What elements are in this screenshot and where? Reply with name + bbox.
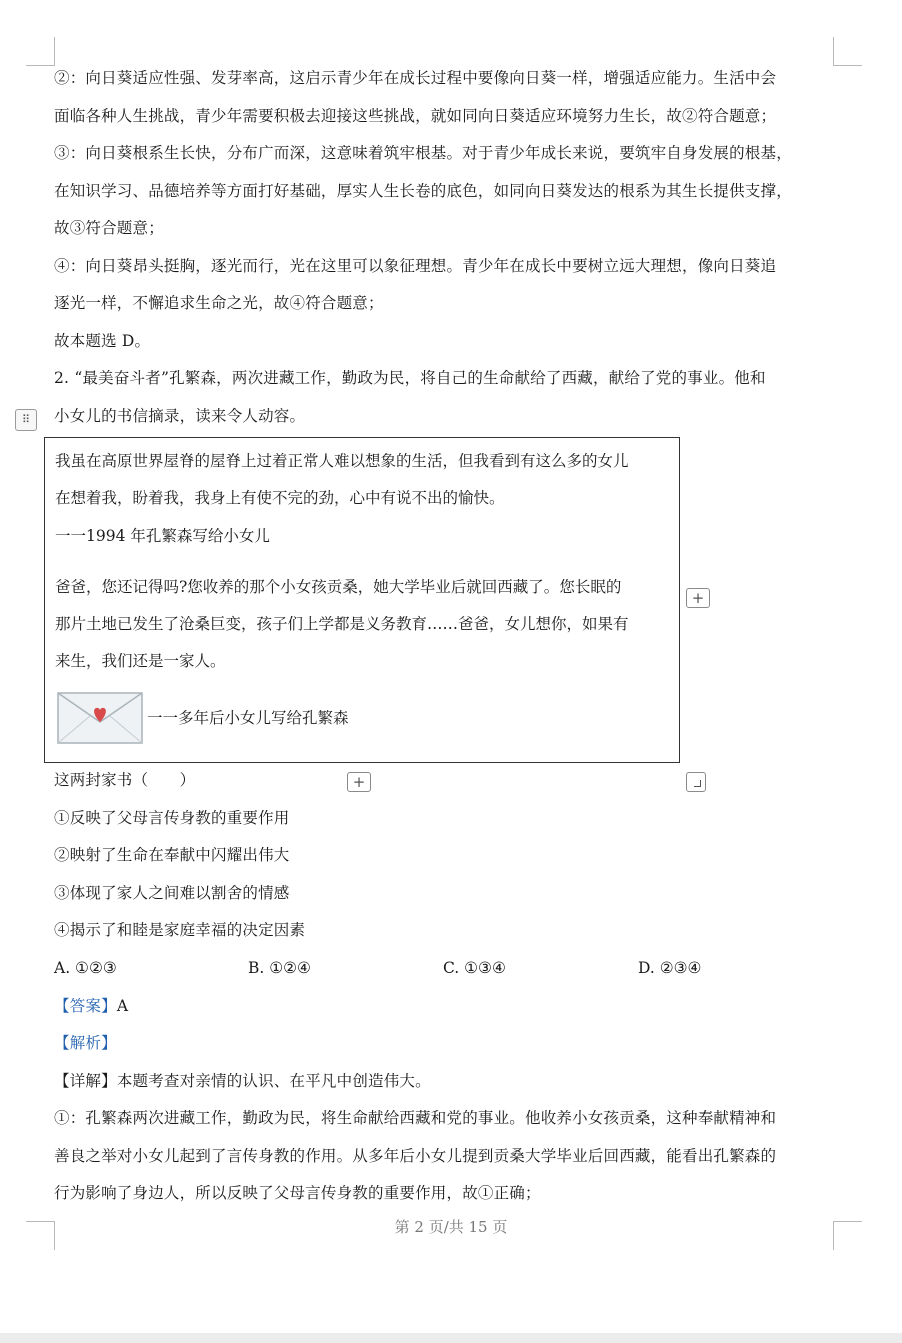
text-line: 逐光一样，不懈追求生命之光，故④符合题意； <box>54 294 384 312</box>
answer-line <box>54 996 128 1016</box>
letter-signature: 一一1994 年孔繁森写给小女儿 <box>55 527 270 545</box>
analysis-label: 【解析】 <box>54 1034 117 1052</box>
letter-text: 在想着我，盼着我，我身上有使不完的劲，心中有说不出的愉快。 <box>55 489 505 507</box>
text-line: 面临各种人生挑战，青少年需要积极去迎接这些挑战，就如同向日葵适应环境努力生长，故②符合题意； <box>54 107 777 125</box>
option-a: A. ①②③ <box>54 959 117 977</box>
statement: ①反映了父母言传身教的重要作用 <box>54 809 290 827</box>
option-d: D. ②③④ <box>638 959 702 977</box>
page-footer: 第 2 页/共 15 页 <box>394 1218 508 1236</box>
detail-text: 本题考查对亲情的认识、在平凡中创造伟大。 <box>116 1072 431 1090</box>
drag-handle-icon[interactable]: ⠿ <box>15 409 37 431</box>
detail-line <box>54 1071 431 1091</box>
option-b: B. ①②④ <box>248 959 311 977</box>
statement: ③体现了家人之间难以割舍的情感 <box>54 884 290 902</box>
envelope-heart-icon <box>57 692 143 744</box>
question-title: 2. “最美奋斗者”孔繁森，两次进藏工作，勤政为民，将自己的生命献给了西藏，献给了党的事业。他和 <box>54 369 766 387</box>
text-line: 故③符合题意； <box>54 219 164 237</box>
letter-box-daughter <box>44 562 680 763</box>
answer-label: 【答案】 <box>54 997 117 1015</box>
letter-text: 那片土地已发生了沧桑巨变，孩子们上学都是义务教育……爸爸，女儿想你，如果有 <box>55 615 629 633</box>
text-line: ④：向日葵昂头挺胸，逐光而行，光在这里可以象征理想。青少年在成长中要树立远大理想，像向日葵追 <box>54 257 777 275</box>
letter-signature: 一一多年后小女儿写给孔繁森 <box>147 709 349 727</box>
explanation-line: 善良之举对小女儿起到了言传身教的作用。从多年后小女儿提到贡桑大学毕业后回西藏，能看出孔繁森的 <box>54 1147 777 1165</box>
option-c: C. ①③④ <box>443 959 506 977</box>
answer-value: A <box>116 997 129 1015</box>
question-stem: 这两封家书（ ） <box>54 771 196 789</box>
statement: ②映射了生命在奉献中闪耀出伟大 <box>54 846 290 864</box>
detail-label: 【详解】 <box>54 1072 117 1090</box>
explanation-line: ①：孔繁森两次进藏工作，勤政为民，将生命献给西藏和党的事业。他收养小女孩贡桑，这种奉献精神和 <box>54 1109 777 1127</box>
text-line: ③：向日葵根系生长快，分布广而深，这意味着筑牢根基。对于青少年成长来说，要筑牢自身发展的根基， <box>54 144 792 162</box>
statement: ④揭示了和睦是家庭幸福的决定因素 <box>54 921 306 939</box>
corner-mark-top-right <box>833 37 862 66</box>
text-line: 故本题选 D。 <box>54 332 151 350</box>
letter-text: 来生，我们还是一家人。 <box>55 652 226 670</box>
letter-text: 我虽在高原世界屋脊的屋脊上过着正常人难以想象的生活，但我看到有这么多的女儿 <box>55 452 629 470</box>
explanation-line: 行为影响了身边人，所以反映了父母言传身教的重要作用，故①正确； <box>54 1184 541 1202</box>
bottom-scroll-area <box>0 1333 902 1343</box>
text-line: 小女儿的书信摘录，读来令人动容。 <box>54 407 306 425</box>
resize-icon[interactable] <box>686 772 706 792</box>
plus-icon[interactable]: + <box>347 772 371 792</box>
letter-text: 爸爸，您还记得吗?您收养的那个小女孩贡桑，她大学毕业后就回西藏了。您长眠的 <box>55 578 622 596</box>
letter-box-father <box>44 437 680 563</box>
text-line: ②：向日葵适应性强、发芽率高，这启示青少年在成长过程中要像向日葵一样，增强适应能力。生活中会 <box>54 69 777 87</box>
text-line: 在知识学习、品德培养等方面打好基础，厚实人生长卷的底色，如同向日葵发达的根系为其生长提供支撑， <box>54 182 792 200</box>
corner-mark-top-left <box>26 37 55 66</box>
plus-icon[interactable]: + <box>686 588 710 608</box>
